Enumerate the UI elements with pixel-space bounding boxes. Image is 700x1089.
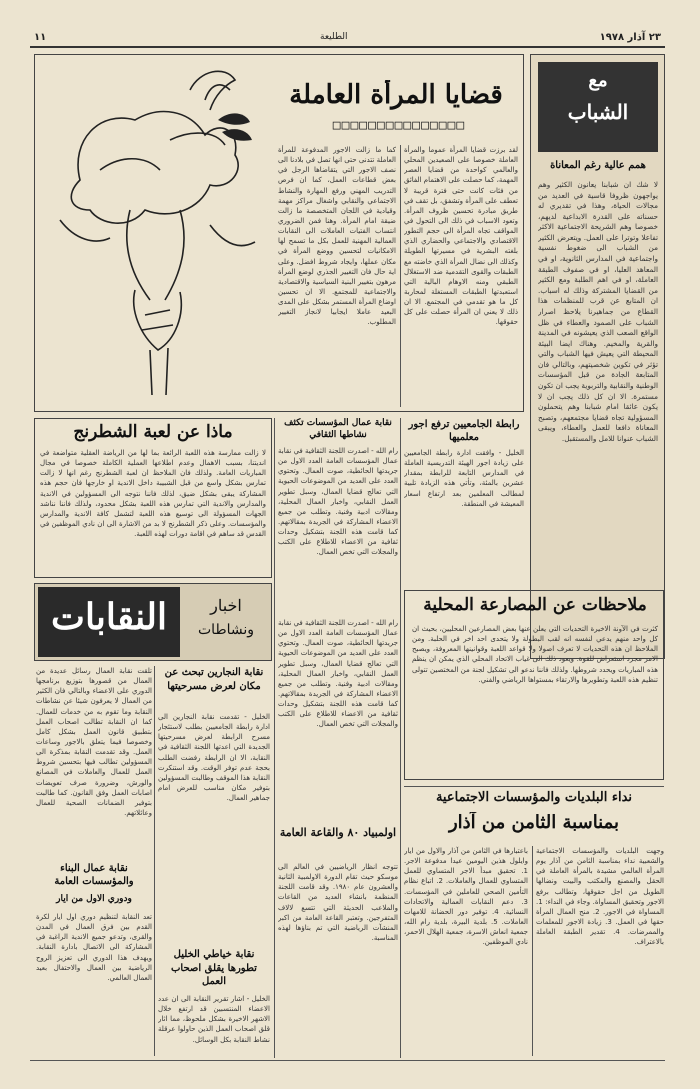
olympiad-title: اولمبياد ٨٠ والقاعة العامة [279,826,397,839]
local-wrestling-title: ملاحظات عن المصارعة المحلية [423,595,647,615]
header-page-number: ١١ [34,32,47,43]
women-title: قضايا المرأة العاملة [289,80,503,110]
chess-body: لا زالت ممارسة هذه اللعبة الرائعة بما لها من الرياضة العقلية متواضعة في انديتنا، بسبب الاهمال وعدم اطلاعها العملية الكاملة خصوصا في مجال المباريات العامة. ولذلك فان الملاحظ ان لعبة الشطرنج رغم انها لا زالت تمارس بشكل واسع من قبل الشبيبة داخل الاندية او خارجها فان حجم هذه المشاركة يبقى بشكل ضيق، لذلك فاننا نتوجه الى المسؤولين في الاندية والمدارس والاندية التي تمارس هذه اللعبة بشكل محدود، ولذلك فاننا نناشد الجهات المسؤولة الى توسيع هذه اللعبة لتشمل كافة الاندية والمدارس والمؤسسات. وعلى ذكر الشطرنج لا بد من الاشارة الى ان نادي الموظفين في القدس قد ساهم في اقامة دورات لهذه اللعبة. [40,449,266,539]
workers-tournament-body: تعد النقابة لتنظيم دوري اول ايار لكرة القدم بين فرق العمال في المدن والقرى، وتدعو جميع الاندية الراغبة في المشاركة الى الاتصال بادارة النقابة. ويهدف هذا الدوري الى تعزيز الروح الرياضية بين العمال والاحتفال بعيد العمال العالمي. [36,913,152,982]
employees-body: رام الله - اصدرت اللجنة الثقافية في نقابة عمال المؤسسات العامة العدد الاول من جريدتها الحائطية، صوت العمال. وتحتوي العدد على العديد من الموضوعات الحيوية التي تعالج قضايا العمال، وسبل تطوير العمل النقابي، واخبار العمال المحلية، ومقالات ادبية وفنية. وتطلب من جميع الاعضاء المشاركة في الجريدة بمقالاتهم. كما قامت هذه اللجنة بتشكيل وحدات ثقافية من الاعضاء للاطلاع على الكتب والمجلات التي تخص العمال. [278,447,398,557]
youth-label-youth: الشباب [567,100,629,124]
header-paper-name: الطليعة [320,32,348,42]
workers-tournament-title: نقابة عمال البناء والمؤسسات العامة [54,863,134,887]
unions-body: تلقت نقابة العمال رسائل عديدة من العمال من قصورها بتوزيع برنامجها الدوري على الاعضاء وبالتالي فان الكثير من العمال لا يعرفون شيئا عن نشاطات النقابة وما تقوم به من خدمات للعمال. كما ان النقابة تطالب اصحاب العمل بتطبيق قانون العمل بشكل كامل وخصوصا فيما يتعلق بالاجور وساعات العمل. وقد تقدمت النقابة بمذكرة الى المسؤولين تطالب فيها بتحسين شروط العمل للعمال والعاملات في المصانع والورش، وضرورة صرف تعويضات اصابات العمل وفق القانون. كما طالبت بتوفير الضمانات الصحية للعمال وعائلاتهم. [36,667,152,817]
dove-hand-illustration [40,60,270,400]
appeal-title-2: بمناسبة الثامن من آذار [448,812,620,833]
appeal-col-1: وجهت البلديات والمؤسسات الاجتماعية والشعبية نداء بمناسبة الثامن من آذار يوم المرأة العالمي مشيدة بالمرأة العاملة في الحقل والمصنع والمكتب والبيت ونضالها الطويل من اجل حقوقها، وتطالب برفع الاجور وتحقيق المساواة. وجاء في النداء: 1. المساواة في الاجور. 2. منح العمال المرأة حقها في العمل. 3. زيادة الاجور للمعلمات والممرضات. 4. تقدير الطبقة العاملة بالاعتراف. [536,847,664,947]
khalil-title: نقابة خياطي الخليل تطورها يقلق اصحاب العمل [171,949,257,987]
header-date: ٢٣ آذار ١٩٧٨ [599,32,661,43]
olympiad-body: تتوجه انظار الرياضيين في العالم الى موسكو حيث تقام الدورة الاولمبية الثانية والعشرون عام ١٩٨٠. وقد قامت اللجنة المنظمة بانشاء العديد من القاعات والملاعب الحديثة التي تتسع لالاف المتفرجين. وتعتبر القاعة العامة من اكبر المنشآت الرياضية التي تم بناؤها لهذه المناسبة. [278,863,398,942]
women-title-underline-boxes: □□□□□□□□□□□□□□□ [332,118,466,133]
local-wrestling-body: كثرت في الآونة الاخيرة التحديات التي يعلن عنها بعض المصارعين المحليين، بحيث ان كل واحد منهم يدعي لنفسه انه لقب البطولة ولا يتحدى احد اخر في الحلبة. ومن الملاحظ ان هذه التحديات لا تعرف اصولا ولا قواعد اللعبة وقوانينها المعروفة، ويصبح الامر مجرد استعراض للقوة. ويعود ذلك الى غياب الاتحاد المحلي الذي يمكن ان ينظم هذه المباريات ويحدد شروطها. ولذلك فاننا ندعو الى تشكيل لجنة من المختصين تتولى تنظيم هذه اللعبة وتطويرها والارتقاء بمستواها الرياضي والفني. [412,625,658,684]
chess-title: ماذا عن لعبة الشطرنج [73,422,233,442]
unions-title: النقابات [51,596,167,638]
employees-body-continued: رام الله - اصدرت اللجنة الثقافية في نقابة عمال المؤسسات العامة العدد الاول من جريدتها الحائطية، صوت العمال. وتحتوي العدد على العديد من الموضوعات الحيوية التي تعالج قضايا العمال، وسبل تطوير العمل النقابي، واخبار العمال المحلية، ومقالات ادبية وفنية. وتطلب من جميع الاعضاء المشاركة في الجريدة بمقالاتهم. كما قامت هذه اللجنة بتشكيل وحدات ثقافية من الاعضاء للاطلاع على الكتب والمجلات التي تخص العمال. [278,619,398,729]
khalil-body: الخليل - اشار تقرير النقابة الى ان عدد الاعضاء المنتسبين قد ارتفع خلال الاشهر الاخيرة بشكل ملحوظ، مما اثار قلق اصحاب العمل الذين حاولوا عرقلة نشاط النقابة بكل الوسائل. [158,995,270,1044]
university-title: رابطة الجامعيين ترفع اجور معلميها [408,419,520,443]
workers-tournament-subtitle: ودوري الاول من ايار [56,894,132,904]
carpenters-body: الخليل - تقدمت نقابة النجارين الى ادارة رابطة الجامعيين بطلب لاستئجار مسرح الرابطة لعرض مسرحيتها الجديدة التي اعدتها اللجنة الثقافية في النقابة، الا ان الرابطة رفضت الطلب بحجة عدم توفر الوقت. وقد استنكرت النقابة هذا الموقف وطالبت المسؤولين بتوفير مكان مناسب للعرض امام جماهير العمال. [158,713,270,803]
youth-body: لا شك ان شبابنا يعانون الكثير وهم يواجهون ظروفا قاسية في العديد من مجالات الحياة، وهذا في تقديري له حسناته على القدرة الابداعية لديهم، خصوصا وهم الشريحة الاجتماعية الاكثر تفاعلا وتوترا على العمل. ويتعرض الكثير من الشباب الى ضغوط نفسية واجتماعية في المدارس الثانوية، او في المعاهد العليا، او في صفوف الطبقة العاملة، او في اهم الطلبة ومع الكثير من القضايا المشتركة وذلك له اسباب. ان المتابع عن قرب للمنظمات هذا القطاع من جماهيرنا يلاحظ اصرار الشباب على الصمود والعطاء في ظل الواقع الصعب الذي يعيشونه في المدينة والقرية والمخيم. وهناك ايضا البيئة المحيطة التي يعيش فيها الشباب والتي تؤثر في تكوين شخصيتهم، وبالتالي فان المتابعة الجادة من قبل المؤسسات الوطنية والنقابية والتربوية يجب ان تكون مستمرة. الا ان كل ذلك يجب ان لا يكون عائقا امام شبابنا وهم يتحملون المسؤولية تجاه قضايا مجتمعهم، وتصبح المعاناة دافعا للعمل والعطاء، ويبقى الشباب عنوانا للامل والمستقبل. [538,180,658,443]
appeal-col-2: باعتبارها في الثامن من آذار والاول من ايار وايلول هذين اليومين عيدا مدفوعة الاجر. 1. تحقيق مبدأ الاجر المتساوي للعمل المتساوي للعمال والعاملات. 2. اتباع نظام التأمين الصحي للعاملين في المؤسسات. 3. دعم النقابات العمالية والاتحادات النسائية. 4. توفير دور الحضانة للامهات العاملات. 5. بلدية البيرة، بلدية رام الله، جمعية انعاش الاسرة، جمعية الهلال الاحمر، نادي الموظفين. [404,847,528,947]
university-body: الخليل - وافقت ادارة رابطة الجامعيين على زيادة اجور الهيئة التدريسية العاملة في المدارس التابعة للرابطة بمقدار عشرين بالمئة، وتأتي هذه الزيادة تلبية لمطالب المعلمين بعد ارتفاع اسعار المعيشة في المنطقة. [404,449,524,508]
women-col-2: كما ما زالت الاجور المدفوعة للمرأة العاملة تتدنى حتى انها تصل في بلادنا الى نصف الاجور التي يتقاضاها الرجل في بعض قطاعات العمل، كما ان فرص التدريب المهني ورفع المهارة والنشاط الاجتماعي والنقابي واشغال مراكز مهمة وقيادية في اللجان المتخصصة ما زالت ضيقة امام المرأة. وهنا فمن الضروري انتساب الفتيات العاملات الى النقابات العمالية المهنية للعمل بكل ما تسمح لها الامكانيات لتحسين ووضع المرأة في مكان عملها، وايجاد شروط افضل. وعلى اية حال فان التغيير الجذري لوضع المرأة مرهون بتغيير البنية السياسية والاقتصادية والاجتماعية للمجتمع. الا ان تحسين اوضاع المرأة المستمر بشكل على المدى البعيد عاملا ايجابيا لانجاز التغيير المطلوب. [278,146,396,327]
appeal-title-1: نداء البلديات والمؤسسات الاجتماعية [435,790,633,805]
women-col-1: لقد برزت قضايا المرأة عموما والمرأة العاملة خصوصا على الصعيدين المحلي والعالمي كواحدة من قضايا العصر المهمة، كما حصلت على الاهتمام الفائق من فئات كانت حتى فترة قريبة لا تعطف على المرأة وتشفق، بل تقف في طريق مبادرة تحسين ظروف المرأة. وتعود الاسباب في ذلك الى التحول في المواقف تجاه المرأة الى حجم التطور الاقتصادي والاجتماعي والحضاري الذي بلغته البشرية في مسيرتها الطويلة وكذلك الى نضال المرأة الذي خاضته مع الطبقات والقوى التقدمية ضد الاستغلال الطبقي ومنه الاوهام البالية التي استعبدتها الطبقات المستغلة لمحاربة كل ما هو تقدمي في المجتمع. الا ان ذلك لا يعني ان المرأة حصلت على كل حقوقها. [404,146,518,327]
youth-subtitle: همم عالية رغم المعاناة [550,160,646,171]
header-bar [30,30,665,48]
youth-label-with: مع [588,70,608,91]
carpenters-title: نقابة النجارين تبحث عن مكان لعرض مسرحيتها [164,667,264,692]
unions-tag-activities: ونشاطات [198,622,254,638]
employees-title: نقابة عمال المؤسسات تكثف نشاطها الثقافي [284,418,392,440]
unions-tag-news: اخبار [210,596,242,615]
